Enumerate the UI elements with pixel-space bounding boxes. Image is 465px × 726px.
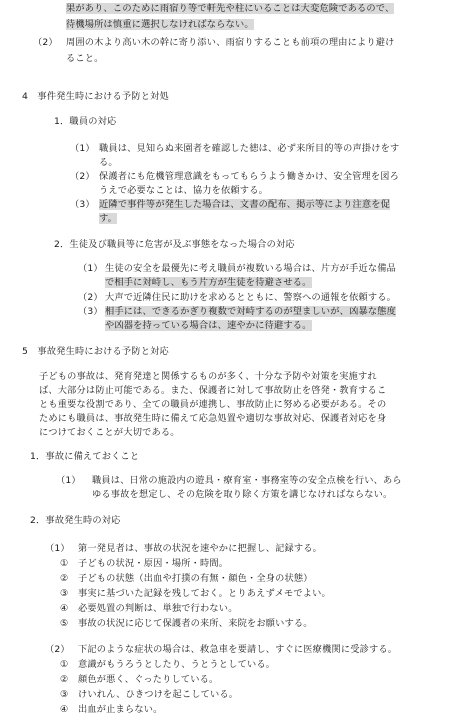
s4-2-item1-text-1: 生徒の安全を最優先に考え職員が複数いる場合は、片方が手近な備品 [105, 263, 397, 274]
s5-2-item1-list2: 子どもの状態（出血や打撲の有無・顔色・全身の状態） [78, 573, 313, 584]
s5-para-line3: とも重要な役割であり、全ての職員が連携し、事故防止に努める必要がある。その [39, 399, 387, 410]
s5-2-item2-list3: けいれん、ひきつけを起こしている。 [78, 689, 239, 700]
s5-2-item2-list4: 出血が止まらない。 [78, 704, 163, 715]
s5-1-item-num: （1） [56, 475, 81, 486]
section-5-heading: 5 事故発生時における予防と対応 [22, 346, 169, 357]
s4-1-item2-line1: 保護者にも危機管理意識をもってもらうよう働きかけ、安全管理を図ろ [99, 171, 400, 182]
s4-2-item1-num: （1） [78, 263, 103, 274]
section-5-1-heading: 1．事故に備えておくこと [30, 451, 140, 462]
s5-2-item2-mark2: ② [60, 674, 69, 685]
s4-2-item2-num: （2） [78, 292, 103, 303]
section-5-2-heading: 2．事故発生時の対応 [30, 515, 121, 526]
s4-2-item3-highlight-1: 相手には、できるかぎり複数で対峙するのが望ましいが、凶暴な態度 [105, 306, 397, 317]
s4-2-item3-highlight-2: や凶器を持っている場合は、速やかに待避する。 [105, 320, 312, 331]
s5-2-item1-mark4: ④ [60, 603, 69, 614]
section-4-1-heading: 1．職員の対応 [54, 116, 117, 127]
s4-2-item1-line2 [105, 276, 312, 290]
s5-2-item2-text: 下記のような症状の場合は、救急車を要請し、すぐに医療機関に受診する。 [78, 644, 398, 655]
s5-para-line1: 子どもの事故は、発育発達と関係するものが多く、十分な予防や対策を実施すれ [39, 371, 377, 382]
s5-2-item1-list5: 事故の状況に応じて保護者の来所、来院をお願いする。 [78, 618, 313, 629]
s4-2-item3-num: （3） [78, 306, 103, 317]
s4-1-item3-highlight-2: す。 [99, 213, 118, 224]
section-4-2-heading: 2．生徒及び職員等に危害が及ぶ事態をなった場合の対応 [54, 239, 295, 250]
s5-2-item2-mark4: ④ [60, 704, 69, 715]
s5-2-item1-mark3: ③ [60, 588, 69, 599]
top-highlight-2: 待機場所は慎重に選択しなければならない。 [66, 19, 254, 30]
s5-2-item2-list1: 意識がもうろうとしたり、うとうとしている。 [78, 659, 276, 670]
s5-2-item1-mark5: ⑤ [60, 618, 69, 629]
s5-2-item2-mark3: ③ [60, 689, 69, 700]
s4-1-item2-num: （2） [70, 171, 95, 182]
s5-2-item1-list1: 子どもの状況・原因・場所・時間。 [78, 558, 229, 569]
s5-2-item1-mark1: ① [60, 558, 69, 569]
s5-2-item1-list4: 必要処置の判断は、単独で行わない。 [78, 603, 238, 614]
s4-1-item1-line2: る。 [99, 157, 118, 168]
s4-1-item2-line2: うえで必要なことは、協力を依頼する。 [99, 185, 268, 196]
s4-2-item1-highlight-2: で相手に対峙し、もう片方が生徒を待避させる。 [105, 277, 312, 288]
s4-2-item3-line1 [105, 305, 396, 319]
s5-para-line5: につけておくことが大切である。 [39, 427, 180, 438]
s5-2-item2-mark1: ① [60, 659, 69, 670]
s5-2-item2-num: （2） [45, 644, 70, 655]
s5-2-item2-list2: 顔色が悪く、ぐったりしている。 [78, 674, 219, 685]
s4-1-item3-num: （3） [70, 199, 95, 210]
s5-para-line4: ためにも職員は、事故発生時に備えて応急処置や適切な事故対応、保護者対応を身 [39, 413, 387, 424]
s5-1-item-line1: 職員は、日常の施設内の遊具・療育室・事務室等の安全点検を行い、あら [92, 475, 402, 486]
s4-1-item3-line2 [99, 212, 117, 226]
top-item2-num: （2） [33, 37, 58, 48]
s4-1-item3-highlight-1: 近隣で事件等が発生した場合は、文書の配布、掲示等により注意を促 [99, 199, 391, 210]
s4-1-item3-line1 [99, 198, 390, 212]
s5-2-item1-text: 第一発見者は、事故の状況を速やかに把握し、記録する。 [78, 543, 323, 554]
s4-1-item1-num: （1） [70, 143, 95, 154]
top-line-2 [66, 18, 254, 32]
section-4-heading: 4 事件発生時における予防と対処 [22, 91, 169, 102]
s5-2-item1-list3: 事実に基づいた記録を残しておく。とりあえずメモでよい。 [78, 588, 331, 599]
s5-2-item1-num: （1） [45, 543, 70, 554]
top-item2-line1: 周囲の木より高い木の幹に寄り添い、雨宿りすることも前項の理由により避け [66, 37, 395, 48]
top-item2-line2: ること。 [66, 53, 104, 64]
s5-2-item1-mark2: ② [60, 573, 69, 584]
s4-1-item1-line1: 職員は、見知らぬ来園者を確認した徳は、必ず来所目的等の声掛けをす [99, 143, 400, 154]
top-highlight-1: 果があり、このために雨宿り等で軒先や柱にいることは大変危険であるので、 [66, 3, 395, 14]
top-line-1 [66, 2, 394, 16]
s5-para-line2: ば、大部分は防止可能である。また、保護者に対して事故防止を啓発・教育するこ [39, 385, 387, 396]
s5-1-item-line2: ゆる事故を想定し、その危険を取り除く方策を講じなければならない。 [92, 489, 393, 500]
s4-2-item3-line2 [105, 319, 312, 333]
s4-2-item2-line1: 大声で近隣住民に助けを求めるとともに、警察への通報を依頼する。 [105, 292, 397, 303]
s4-2-item1-line1 [105, 262, 396, 276]
